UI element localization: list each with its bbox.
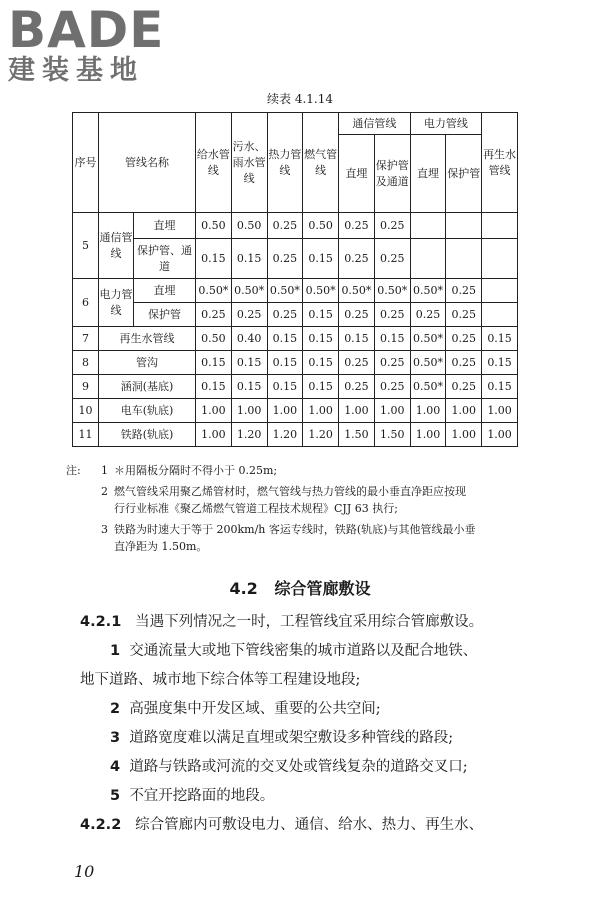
table-cell: 0.25 bbox=[446, 303, 482, 327]
note-line: 燃气管线采用聚乙烯管材时，燃气管线与热力管线的最小垂直净距应按现 bbox=[114, 485, 466, 498]
logo bbox=[8, 1, 178, 86]
table-cell: 0.15 bbox=[303, 327, 339, 351]
table-cell: 0.15 bbox=[374, 327, 410, 351]
clause-number: 4.2.1 bbox=[80, 614, 122, 630]
table-cell bbox=[482, 239, 518, 279]
header-name: 管线名称 bbox=[99, 113, 196, 213]
row-sub: 直埋 bbox=[134, 279, 196, 303]
row-sub: 保护管、通道 bbox=[134, 239, 196, 279]
note-line: 直净距为 1.50m。 bbox=[114, 540, 208, 553]
table-cell: 0.15 bbox=[196, 375, 232, 399]
header-gas: 燃气管线 bbox=[303, 113, 339, 213]
table-cell: 0.50 bbox=[303, 213, 339, 239]
table-cell: 0.25 bbox=[374, 213, 410, 239]
table-cell: 1.00 bbox=[446, 399, 482, 423]
table-cell: 0.15 bbox=[231, 239, 267, 279]
table-cell: 0.50* bbox=[303, 279, 339, 303]
table-cell: 0.25 bbox=[446, 327, 482, 351]
section-title-text: 综合管廊敷设 bbox=[274, 579, 371, 598]
item-number: 3 bbox=[110, 730, 121, 746]
table-cell: 0.50* bbox=[410, 351, 446, 375]
table-cell: 0.50* bbox=[196, 279, 232, 303]
table-cell: 1.00 bbox=[410, 399, 446, 423]
header-telecom: 通信管线 bbox=[339, 113, 411, 135]
table-caption: 续表 4.1.14 bbox=[267, 92, 333, 106]
header-sewage: 污水、雨水管线 bbox=[231, 113, 267, 213]
table-cell: 0.25 bbox=[374, 375, 410, 399]
note-line: ＊用隔板分隔时不得小于 0.25m; bbox=[114, 464, 278, 477]
note-line: 行行业标准《聚乙烯燃气管道工程技术规程》CJJ 63 执行; bbox=[114, 502, 398, 515]
table-cell: 1.00 bbox=[482, 399, 518, 423]
table-cell: 0.15 bbox=[303, 303, 339, 327]
table-row bbox=[73, 351, 518, 375]
table-cell: 0.50 bbox=[196, 327, 232, 351]
table-cell bbox=[482, 279, 518, 303]
clause-item bbox=[80, 782, 520, 811]
item-number: 2 bbox=[110, 701, 121, 717]
row-group: 电力管线 bbox=[99, 279, 134, 327]
table-cell: 0.15 bbox=[482, 375, 518, 399]
note-item bbox=[66, 462, 526, 479]
table-cell: 1.50 bbox=[374, 423, 410, 447]
row-group: 通信管线 bbox=[99, 213, 134, 279]
table-cell: 0.25 bbox=[339, 375, 375, 399]
page-number: 10 bbox=[74, 862, 95, 881]
table-cell: 1.00 bbox=[339, 399, 375, 423]
table-cell: 0.15 bbox=[196, 351, 232, 375]
header-power-protect: 保护管 bbox=[446, 135, 482, 213]
note-number: 1 bbox=[101, 464, 108, 477]
table-cell: 0.50* bbox=[339, 279, 375, 303]
row-seq: 8 bbox=[73, 351, 99, 375]
table-cell: 0.25 bbox=[446, 351, 482, 375]
table-row bbox=[73, 239, 518, 279]
header-power-direct: 直埋 bbox=[410, 135, 446, 213]
table-cell: 0.25 bbox=[374, 239, 410, 279]
table-cell: 0.25 bbox=[374, 303, 410, 327]
note-item bbox=[86, 483, 526, 517]
table-notes bbox=[66, 462, 526, 555]
table-cell: 1.00 bbox=[196, 423, 232, 447]
item-text: 道路与铁路或河流的交叉处或管线复杂的道路交叉口; bbox=[129, 759, 468, 775]
clause-421 bbox=[80, 608, 520, 637]
table-cell: 0.15 bbox=[267, 375, 303, 399]
table-cell bbox=[482, 303, 518, 327]
item-number: 4 bbox=[110, 759, 121, 775]
table-cell: 0.15 bbox=[231, 375, 267, 399]
row-seq: 11 bbox=[73, 423, 99, 447]
table-cell: 0.15 bbox=[303, 351, 339, 375]
table-cell: 0.15 bbox=[303, 239, 339, 279]
table-cell: 0.25 bbox=[410, 303, 446, 327]
table-cell: 0.50* bbox=[374, 279, 410, 303]
header-seq: 序号 bbox=[73, 113, 99, 213]
clause-item bbox=[80, 695, 520, 724]
header-reclaimed: 再生水管线 bbox=[482, 113, 518, 213]
table-cell bbox=[410, 239, 446, 279]
note-number: 2 bbox=[101, 485, 108, 498]
section-number: 4.2 bbox=[229, 579, 258, 598]
table-cell: 1.20 bbox=[267, 423, 303, 447]
table-cell: 1.00 bbox=[446, 423, 482, 447]
table-cell: 1.00 bbox=[303, 399, 339, 423]
table-cell: 0.25 bbox=[267, 303, 303, 327]
table-cell: 0.25 bbox=[267, 213, 303, 239]
table-row bbox=[73, 213, 518, 239]
table-row bbox=[73, 303, 518, 327]
row-seq: 5 bbox=[73, 213, 99, 279]
logo-brand: BADE bbox=[8, 1, 165, 59]
table-cell: 1.20 bbox=[231, 423, 267, 447]
clause-item bbox=[80, 637, 520, 666]
row-sub: 保护管 bbox=[134, 303, 196, 327]
row-sub: 直埋 bbox=[134, 213, 196, 239]
row-seq: 10 bbox=[73, 399, 99, 423]
table-cell: 1.00 bbox=[410, 423, 446, 447]
note-item bbox=[86, 521, 526, 555]
body-text bbox=[80, 608, 520, 840]
table-cell: 0.50* bbox=[410, 279, 446, 303]
clearance-table bbox=[72, 112, 518, 447]
table-row bbox=[73, 375, 518, 399]
clause-422 bbox=[80, 811, 520, 840]
table-row bbox=[73, 423, 518, 447]
table-cell bbox=[446, 213, 482, 239]
clause-text: 当遇下列情况之一时，工程管线宜采用综合管廊敷设。 bbox=[135, 614, 484, 630]
item-number: 1 bbox=[110, 643, 121, 659]
table-cell: 0.15 bbox=[339, 327, 375, 351]
header-water: 给水管线 bbox=[196, 113, 232, 213]
table-cell: 0.25 bbox=[446, 279, 482, 303]
item-text: 高强度集中开发区域、重要的公共空间; bbox=[129, 701, 381, 717]
table-cell: 0.50* bbox=[267, 279, 303, 303]
clause-item bbox=[80, 724, 520, 753]
table-cell: 1.00 bbox=[482, 423, 518, 447]
table-cell bbox=[410, 213, 446, 239]
table-cell: 0.50* bbox=[410, 327, 446, 351]
row-name: 涵洞(基底) bbox=[99, 375, 196, 399]
table-cell: 0.25 bbox=[339, 303, 375, 327]
table-cell: 0.25 bbox=[339, 351, 375, 375]
table-cell: 1.00 bbox=[231, 399, 267, 423]
table-row bbox=[73, 327, 518, 351]
table-cell bbox=[446, 239, 482, 279]
logo-subtitle: 建装基地 bbox=[8, 55, 144, 86]
section-title bbox=[0, 576, 600, 599]
item-text: 交通流量大或地下管线密集的城市道路以及配合地铁、 bbox=[129, 643, 478, 659]
table-cell: 0.25 bbox=[339, 213, 375, 239]
table-cell: 0.15 bbox=[267, 327, 303, 351]
table-cell: 1.00 bbox=[267, 399, 303, 423]
table-cell: 1.50 bbox=[339, 423, 375, 447]
table-cell: 0.25 bbox=[339, 239, 375, 279]
item-number: 5 bbox=[110, 788, 121, 804]
header-telecom-protect: 保护管及通道 bbox=[374, 135, 410, 213]
header-power: 电力管线 bbox=[410, 113, 482, 135]
row-name: 铁路(轨底) bbox=[99, 423, 196, 447]
row-name: 管沟 bbox=[99, 351, 196, 375]
item-text: 道路宽度难以满足直埋或架空敷设多种管线的路段; bbox=[129, 730, 454, 746]
table-cell: 0.50 bbox=[196, 213, 232, 239]
table-cell: 0.15 bbox=[482, 351, 518, 375]
table-cell: 0.15 bbox=[267, 351, 303, 375]
clause-item bbox=[80, 753, 520, 782]
note-number: 3 bbox=[101, 523, 108, 536]
table-cell: 0.25 bbox=[267, 239, 303, 279]
table-cell: 1.20 bbox=[303, 423, 339, 447]
table-cell: 0.50* bbox=[410, 375, 446, 399]
table-cell: 0.15 bbox=[482, 327, 518, 351]
table-cell: 0.25 bbox=[446, 375, 482, 399]
table-cell bbox=[482, 213, 518, 239]
table-cell: 0.50 bbox=[231, 213, 267, 239]
row-seq: 7 bbox=[73, 327, 99, 351]
notes-lead: 注: bbox=[66, 464, 81, 477]
table-cell: 0.25 bbox=[374, 351, 410, 375]
table-cell: 0.15 bbox=[303, 375, 339, 399]
table-cell: 0.25 bbox=[196, 303, 232, 327]
clause-text: 综合管廊内可敷设电力、通信、给水、热力、再生水、 bbox=[135, 817, 484, 833]
table-cell: 0.40 bbox=[231, 327, 267, 351]
clause-item-continued: 地下道路、城市地下综合体等工程建设地段; bbox=[80, 672, 361, 688]
table-cell: 1.00 bbox=[374, 399, 410, 423]
table-cell: 0.15 bbox=[231, 351, 267, 375]
table-row bbox=[73, 399, 518, 423]
note-line: 铁路为时速大于等于 200km/h 客运专线时，铁路(轨底)与其他管线最小垂 bbox=[114, 523, 476, 536]
row-name: 再生水管线 bbox=[99, 327, 196, 351]
row-seq: 9 bbox=[73, 375, 99, 399]
item-text: 不宜开挖路面的地段。 bbox=[129, 788, 275, 804]
table-row bbox=[73, 279, 518, 303]
table-cell: 1.00 bbox=[196, 399, 232, 423]
row-seq: 6 bbox=[73, 279, 99, 327]
header-telecom-direct: 直埋 bbox=[339, 135, 375, 213]
table-cell: 0.15 bbox=[196, 239, 232, 279]
table-cell: 0.50* bbox=[231, 279, 267, 303]
header-heat: 热力管线 bbox=[267, 113, 303, 213]
clause-number: 4.2.2 bbox=[80, 817, 122, 833]
row-name: 电车(轨底) bbox=[99, 399, 196, 423]
table-cell: 0.25 bbox=[231, 303, 267, 327]
